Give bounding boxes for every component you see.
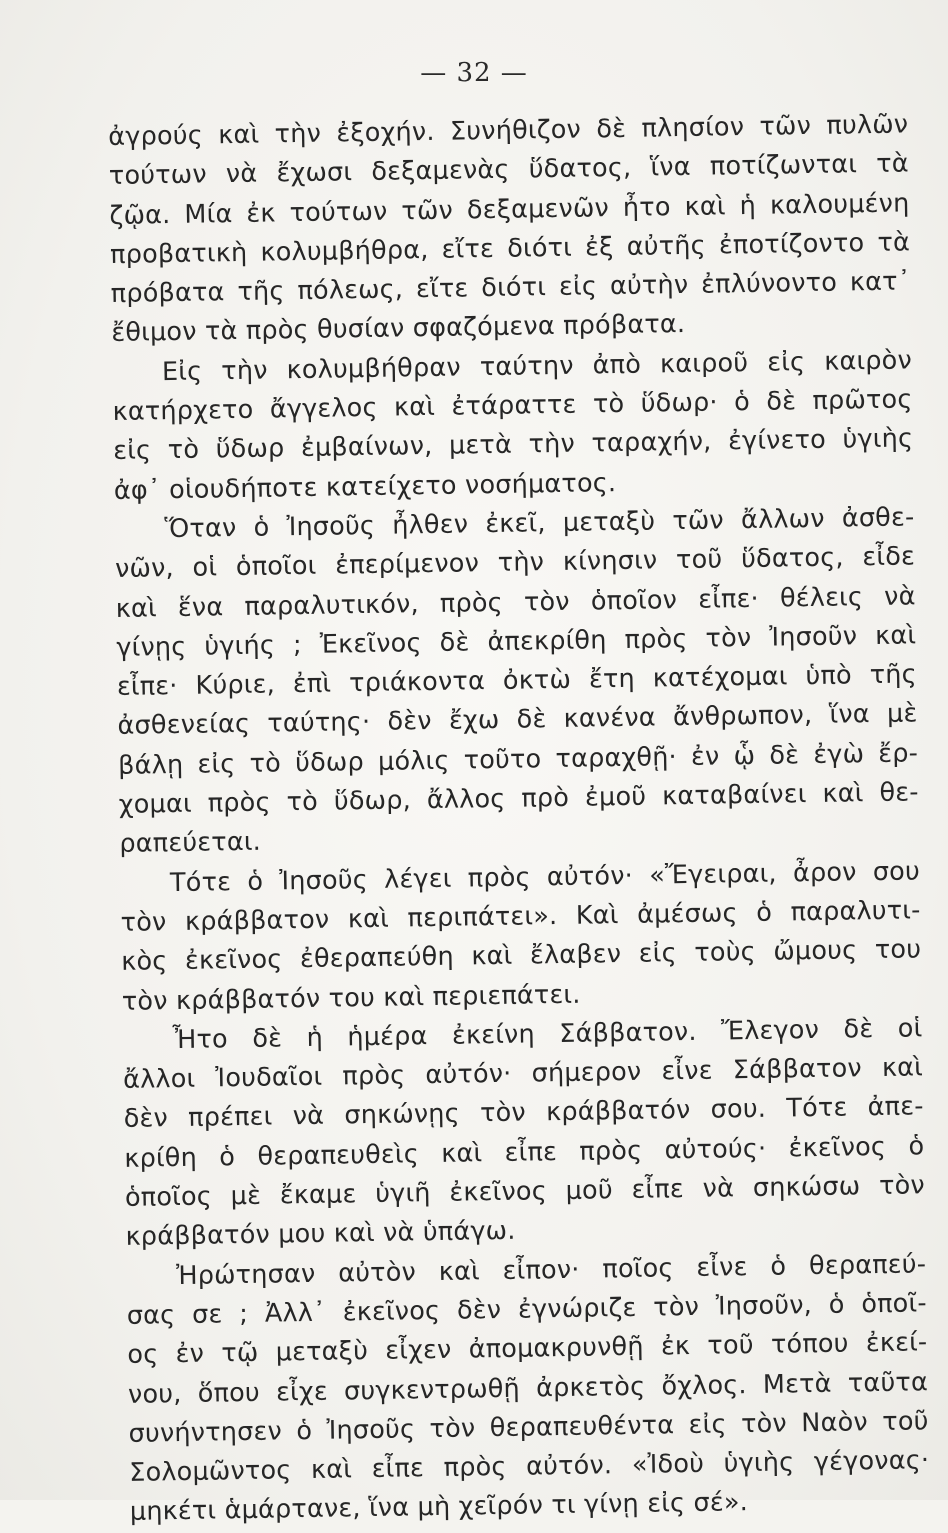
text-line: ος ἐν τῷ μεταξὺ εἶχεν ἀπομακρυνθῇ ἐκ τοῦ τόπου ἐκεί- [127, 1327, 928, 1371]
body-text [108, 105, 930, 1532]
text-line: συνήντησεν ὁ Ἰησοῦς τὸν θεραπευθέντα εἰς τὸν Ναὸν τοῦ [128, 1406, 929, 1449]
text-line: ὁποῖος μὲ ἔκαμε ὑγιῆ ἐκεῖνος μοῦ εἶπε νὰ σηκώσω τὸν [124, 1170, 926, 1213]
text-line: τὸν κράββατον καὶ περιπάτει». Καὶ ἀμέσως ὁ παραλυτι- [120, 895, 921, 938]
text-line: ἀφ᾽ οἱουδήποτε κατείχετο νοσήματος. [113, 467, 617, 506]
text-line: δὲν πρέπει νὰ σηκώνῃς τὸν κράββατόν σου. Τότε ἀπε- [123, 1091, 924, 1135]
text-line: χομαι πρὸς τὸ ὕδωρ, ἄλλος πρὸ ἐμοῦ καταβαίνει καὶ θε- [118, 777, 919, 820]
text-line: Ἦτο δὲ ἡ ἡμέρα ἐκείνη Σάββατον. Ἔλεγον δὲ οἱ [172, 1013, 923, 1055]
text-line: βάλῃ εἰς τὸ ὕδωρ μόλις τοῦτο ταραχθῇ· ἐν ᾧ δὲ ἐγὼ ἔρ- [117, 738, 919, 781]
text-line: μηκέτι ἁμάρτανε, ἵνα μὴ χεῖρόν τι γίνῃ εἰς σέ». [129, 1487, 749, 1528]
text-line: Σολομῶντος καὶ εἶπε πρὸς αὐτόν. «Ἰδοὺ ὑγιὴς γέγονας· [129, 1445, 930, 1488]
page-number: — 32 — [420, 58, 528, 88]
text-line: ἄλλοι Ἰουδαῖοι πρὸς αὐτόν· σήμερον εἶνε Σάββατον καὶ [122, 1052, 924, 1096]
text-line: Εἰς τὴν κολυμβήθραν ταύτην ἀπὸ καιροῦ εἰς καιρὸν [161, 345, 913, 387]
text-line: Τότε ὁ Ἰησοῦς λέγει πρὸς αὐτόν· «Ἔγειραι, ἆρον σου [169, 855, 921, 898]
text-line: κράββατόν μου καὶ νὰ ὑπάγω. [125, 1216, 516, 1253]
text-line: κατήρχετο ἄγγελος καὶ ἐτάραττε τὸ ὕδωρ· ὁ δὲ πρῶτος [112, 384, 913, 428]
text-line: ραπεύεται. [119, 827, 262, 860]
text-line: κὸς ἐκεῖνος ἐθεραπεύθη καὶ ἔλαβεν εἰς τοὺς ὤμους του [121, 934, 922, 978]
text-line: κρίθη ὁ θεραπευθεὶς καὶ εἶπε πρὸς αὐτούς· ἐκεῖνος ὁ [124, 1131, 925, 1174]
text-line: νου, ὅπου εἶχε συγκεντρωθῇ ἀρκετὸς ὄχλος. Μετὰ ταῦτα [127, 1366, 929, 1410]
text-line: τούτων νὰ ἔχωσι δεξαμενὰς ὕδατος, ἵνα ποτίζωνται τὰ [108, 148, 910, 192]
text-line: ἀσθενείας ταύτης· δὲν ἔχω δὲ κανένα ἄνθρωπον, ἵνα μὲ [117, 698, 918, 742]
text-line: τὸν κράββατόν του καὶ περιεπάτει. [121, 979, 581, 1017]
text-line: εἶπε· Κύριε, ἐπὶ τριάκοντα ὀκτὼ ἔτη κατέχομαι ὑπὸ τῆς [116, 659, 918, 703]
text-line: νῶν, οἱ ὁποῖοι ἐπερίμενον τὴν κίνησιν τοῦ ὕδατος, εἶδε [114, 541, 916, 585]
text-line: ζῷα. Μία ἐκ τούτων τῶν δεξαμενῶν ἦτο καὶ ἡ καλουμένη [109, 188, 910, 231]
text-line: ἔθιμον τὰ πρὸς θυσίαν σφαζόμενα πρόβατα. [111, 309, 686, 349]
text-line: Ὅταν ὁ Ἰησοῦς ἦλθεν ἐκεῖ, μεταξὺ τῶν ἄλλων ἀσθε- [164, 502, 915, 545]
text-line: προβατικὴ κολυμβήθρα, εἴτε διότι ἐξ αὐτῆς ἐποτίζοντο τὰ [109, 227, 911, 270]
text-line: σας σε ; Ἀλλ᾽ ἐκεῖνος δὲν ἐγνώριζε τὸν Ἰησοῦν, ὁ ὁποῖ- [126, 1288, 927, 1331]
text-line: πρόβατα τῆς πόλεως, εἴτε διότι εἰς αὐτὴν ἐπλύνοντο κατ᾽ [110, 266, 911, 310]
text-line: καὶ ἕνα παραλυτικόν, πρὸς τὸν ὁποῖον εἶπε· θέλεις νὰ [115, 580, 916, 624]
text-line: εἰς τὸ ὕδωρ ἐμβαίνων, μετὰ τὴν ταραχήν, ἐγίνετο ὑγιὴς [113, 423, 914, 467]
text-line: γίνῃς ὑγιής ; Ἐκεῖνος δὲ ἀπεκρίθη πρὸς τὸν Ἰησοῦν καὶ [116, 620, 917, 663]
text-line: ἀγρούς καὶ τὴν ἐξοχήν. Συνήθιζον δὲ πλησίον τῶν πυλῶν [108, 109, 909, 152]
text-line: Ἠρώτησαν αὐτὸν καὶ εἶπον· ποῖος εἶνε ὁ θεραπεύ- [175, 1248, 927, 1291]
